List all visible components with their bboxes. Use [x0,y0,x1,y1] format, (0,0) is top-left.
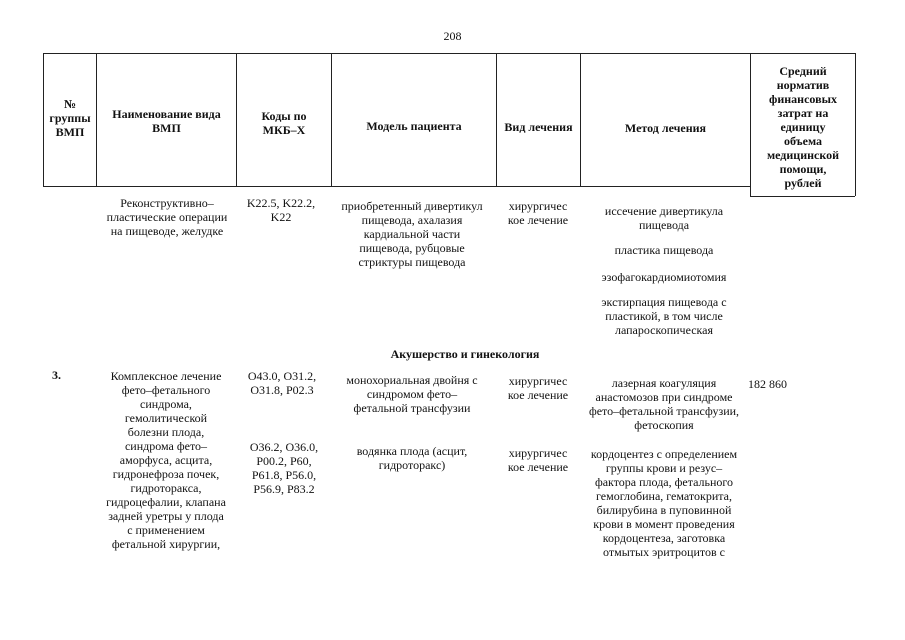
header-treatment-type: Вид лечения [504,120,573,134]
header-treatment-method: Метод лечения [624,121,707,135]
block1-icd-codes: K22.5, K22.2, K22 [246,196,316,224]
header-divider [855,53,856,196]
block2-icd-codes-twin: O43.0, O31.2, O31.8, P02.3 [247,369,317,397]
block2-treatment-type-twin: хирургичес кое лечение [507,374,569,402]
block2-patient-model-hydrops: водянка плода (асцит, гидроторакс) [356,444,468,472]
block2-method-cordocentesis: кордоцентез с определением группы крови и резус– фактора плода, фетального гемоглобина, гематокрита, билирубина в пуповинной крови в момент проведения кордоцентеза, заготовка отмытых эритроцитов с [590,447,738,559]
block2-cost: 182 860 [748,377,787,391]
block2-patient-model-twin: монохориальная двойня с синдромом фето– фетальной трансфузии [346,373,478,415]
header-bottom-border-last [750,196,855,197]
block1-vmp-name: Реконструктивно– пластические операции на пищеводе, желудке [106,196,228,238]
block2-method-laser: лазерная коагуляция анастомозов при синдроме фето–фетальной трансфузии, фетоскопия [588,376,740,432]
block1-method-diverticulum: иссечение дивертикула пищевода [604,204,724,232]
header-patient-model: Модель пациента [366,119,462,133]
block2-treatment-type-hydrops: хирургичес кое лечение [507,446,569,474]
header-average-cost: Средний норматив финансовых затрат на единицу объема медицинской помощи, рублей [766,64,840,190]
header-icd-codes: Коды по МКБ–X [261,109,307,137]
block1-patient-model: приобретенный дивертикул пищевода, ахалазия кардиальной части пищевода, рубцовые стриктуры пищевода [341,199,483,269]
header-bottom-border [43,186,750,187]
block2-vmp-name: Комплексное лечение фето–фетального синдрома, гемолитической болезни плода, синдрома фето– аморфуса, асцита, гидронефроза почек, гидроторакса, гидроцефалии, клапана задней уретры у плода с применением фетальной хирургии, [106,369,226,551]
block1-method-myotomy: эзофагокардиомиотомия [601,270,727,284]
block1-method-esophagoplasty: пластика пищевода [614,243,714,257]
block1-method-extirpation: экстирпация пищевода с пластикой, в том числе лапароскопическая [601,295,727,337]
block1-treatment-type: хирургичес кое лечение [507,199,569,227]
section-title: Акушерство и гинекология [390,347,540,361]
group-number: 3. [52,368,61,382]
header-group-number: № группы ВМП [49,97,91,139]
header-top-border [43,53,855,54]
header-vmp-name: Наименование вида ВМП [112,107,221,135]
block2-icd-codes-hydrops: O36.2, O36.0, P00.2, P60, P61.8, P56.0, P56.9, P83.2 [249,440,319,496]
header-divider [580,53,581,186]
page-number: 208 [443,29,462,43]
